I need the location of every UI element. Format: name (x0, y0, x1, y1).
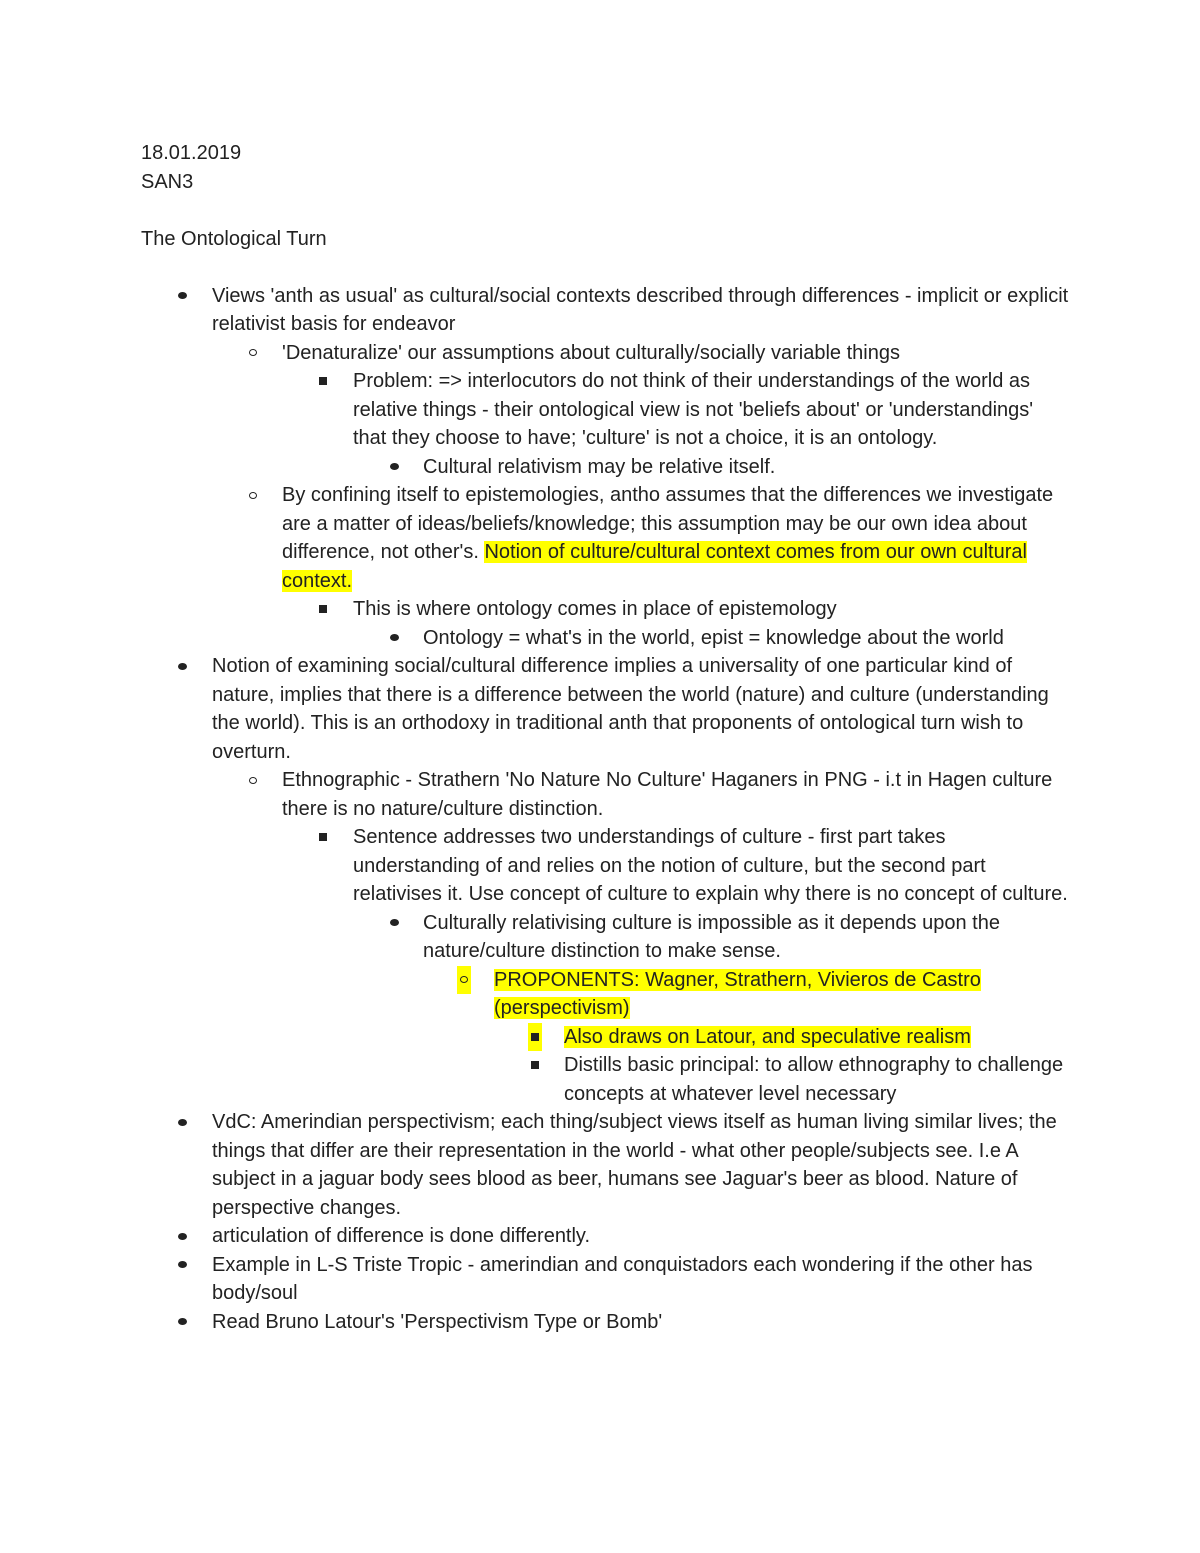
list-item (141, 339, 1071, 368)
bullet-circle-icon (246, 766, 260, 795)
bullet-circle-icon (246, 481, 260, 510)
list-item (141, 1023, 1071, 1052)
highlighted-text: Also draws on Latour, and speculative realism (564, 1025, 971, 1048)
document-page (141, 139, 1071, 1336)
notes-list (141, 282, 1071, 1337)
list-item (141, 766, 1071, 823)
bullet-disc-icon (175, 1308, 189, 1337)
bullet-disc-icon (175, 1222, 189, 1251)
list-item-text: Views 'anth as usual' as cultural/social contexts described through differences - implicit or explicit relativist basis for endeavor (212, 284, 1069, 335)
list-item (141, 652, 1071, 766)
list-item-text: By confining itself to epistemologies, antho assumes that the differences we investigate are a matter of ideas/beliefs/knowledge; this assumption may be our own idea about difference, not other's. (282, 484, 1054, 563)
bullet-circle-icon (457, 966, 471, 995)
list-item-text: Read Bruno Latour's 'Perspectivism Type or Bomb' (212, 1310, 663, 1333)
bullet-disc-icon (175, 652, 189, 681)
date-line: 18.01.2019 (141, 142, 242, 164)
list-item-text: This is where ontology comes in place of epistemology (353, 598, 837, 620)
list-item (141, 595, 1071, 624)
page-title: The Ontological Turn (141, 227, 327, 250)
list-item (141, 453, 1071, 482)
bullet-disc-icon (175, 282, 189, 311)
highlighted-text: PROPONENTS: Wagner, Strathern, Vivieros de Castro (perspectivism) (494, 968, 981, 1019)
list-item-text: Ethnographic - Strathern 'No Nature No Culture' Haganers in PNG - i.t in Hagen culture there is no nature/culture distinction. (282, 769, 1053, 820)
list-item (141, 1108, 1071, 1222)
bullet-disc-icon (175, 1251, 189, 1280)
list-item-text: 'Denaturalize' our assumptions about culturally/socially variable things (282, 341, 900, 364)
list-item (141, 966, 1071, 1023)
list-item (141, 1308, 1071, 1337)
list-item (141, 1251, 1071, 1308)
list-item (141, 624, 1071, 653)
list-item-text: Ontology = what's in the world, epist = knowledge about the world (423, 626, 1004, 649)
highlighted-text: Notion of culture/cultural context comes from our own cultural context. (282, 541, 1027, 592)
list-item-text: Problem: => interlocutors do not think of their understandings of the world as relative things - their ontological view is not 'beliefs about' or 'understandings' that they choose to have; 'culture' is not a choice, it is an ontology. (353, 370, 1034, 449)
bullet-disc-icon (175, 1108, 189, 1137)
list-item (141, 481, 1071, 595)
list-item-text: Culturally relativising culture is impossible as it depends upon the nature/culture distinction to make sense. (423, 911, 1000, 962)
list-item (141, 909, 1071, 966)
list-item-text: articulation of difference is done differently. (212, 1225, 591, 1247)
bullet-square-icon (528, 1023, 542, 1052)
list-item (141, 282, 1071, 339)
blank-line (141, 253, 1071, 282)
list-item (141, 1051, 1071, 1108)
bullet-square-icon (528, 1051, 542, 1080)
blank-line (141, 196, 1071, 225)
list-item-text: Notion of examining social/cultural difference implies a universality of one particular kind of nature, implies that there is a difference between the world (nature) and culture (understanding the world). This is an orthodoxy in traditional anth that proponents of ontological turn wish to overturn. (212, 655, 1049, 763)
list-item (141, 1222, 1071, 1251)
bullet-square-icon (316, 595, 330, 624)
bullet-circle-icon (246, 339, 260, 368)
list-item (141, 823, 1071, 909)
list-item (141, 367, 1071, 453)
bullet-disc-icon (387, 909, 401, 938)
course-code: SAN3 (141, 170, 194, 193)
bullet-disc-icon (387, 624, 401, 653)
bullet-square-icon (316, 367, 330, 396)
bullet-disc-icon (387, 453, 401, 482)
list-item-text: Sentence addresses two understandings of culture - first part takes understanding of and relies on the notion of culture, but the second part relativises it. Use concept of culture to explain why there is no concept of culture. (353, 826, 1068, 905)
bullet-square-icon (316, 823, 330, 852)
list-item-text: Distills basic principal: to allow ethnography to challenge concepts at whatever level necessary (564, 1054, 1064, 1105)
list-item-text: Cultural relativism may be relative itself. (423, 455, 776, 478)
list-item-text: VdC: Amerindian perspectivism; each thing/subject views itself as human living similar lives; the things that differ are their representation in the world - what other people/subjects see. I.e A subject in a jaguar body sees blood as beer, humans see Jaguar's beer as blood. Nature of perspective changes. (212, 1111, 1057, 1219)
list-item-text: Example in L-S Triste Tropic - amerindian and conquistadors each wondering if the other has body/soul (212, 1253, 1033, 1304)
